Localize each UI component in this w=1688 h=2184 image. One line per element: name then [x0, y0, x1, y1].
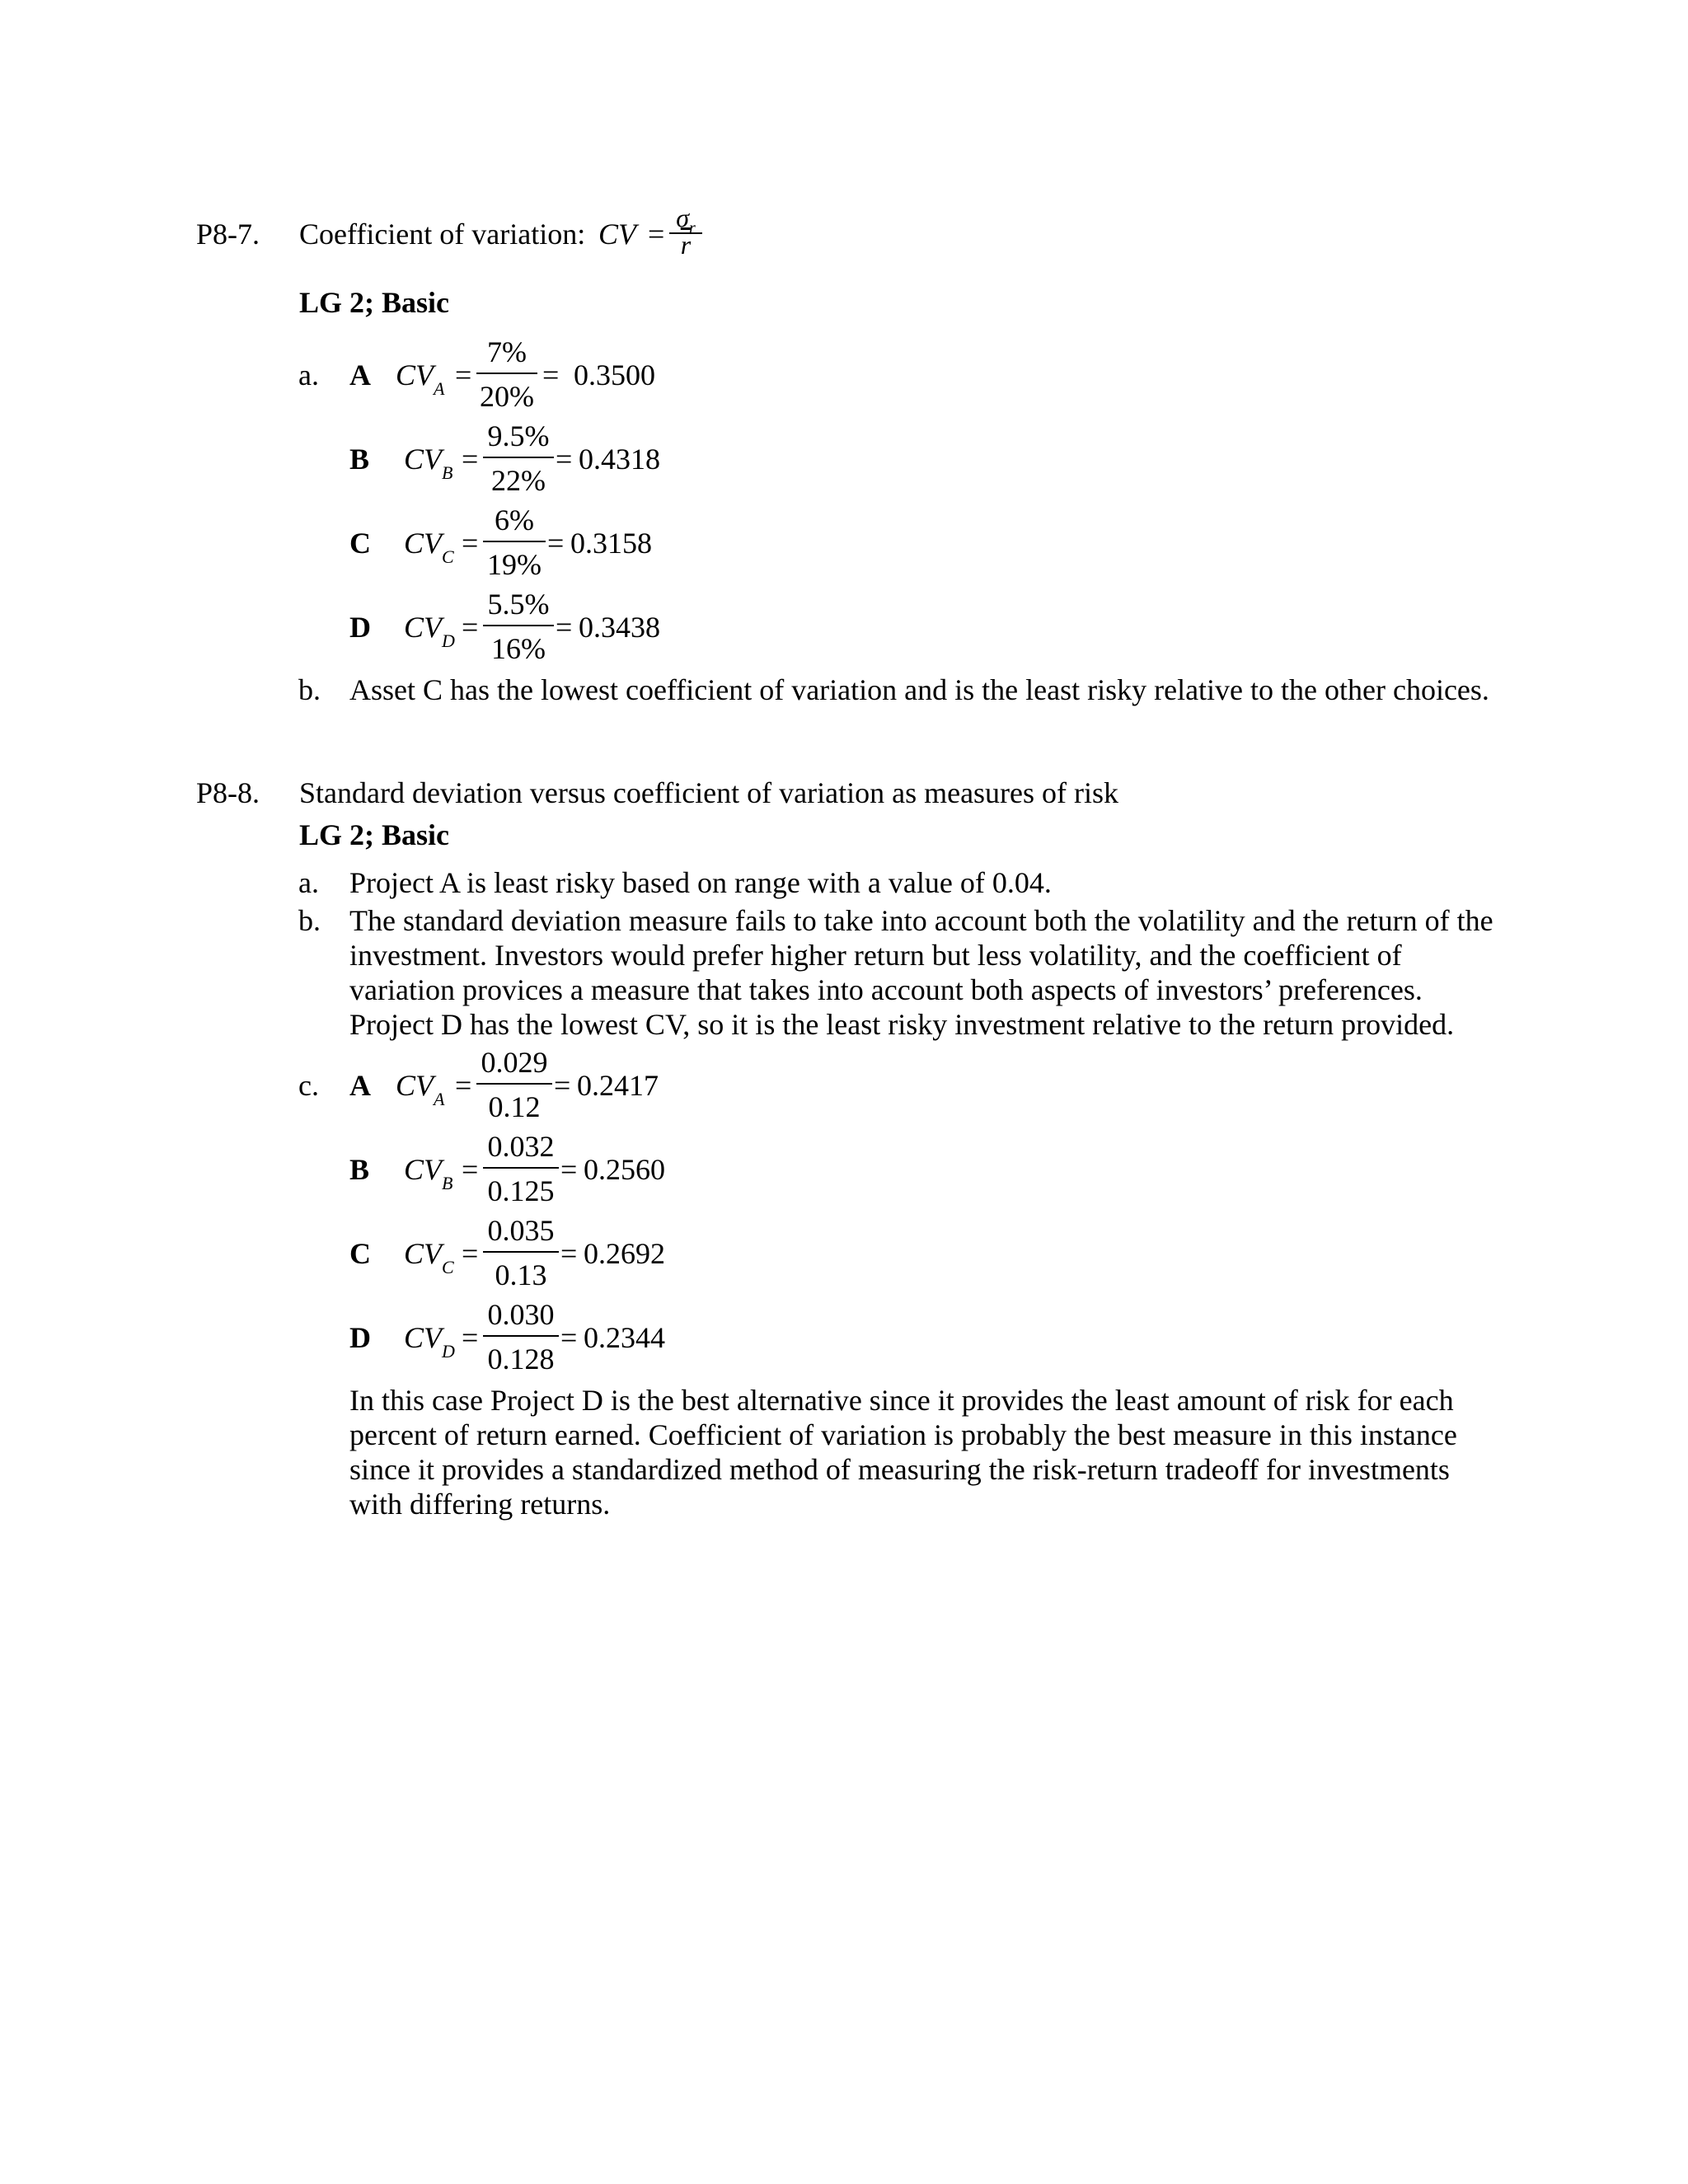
cv-symbol: $CV_C$: [404, 1237, 454, 1277]
equals-sign: =: [462, 443, 479, 476]
numerator: 0.032: [487, 1130, 555, 1163]
row-letter: D: [349, 611, 371, 644]
fraction: [483, 1213, 559, 1296]
fraction-bar: [476, 373, 537, 374]
problem-title-p8-8: Standard deviation versus coefficient of variation as measures of risk: [299, 776, 1119, 809]
cv-symbol: $CV_B$: [404, 1153, 453, 1193]
row-letter: D: [349, 1321, 371, 1354]
denominator: 16%: [491, 632, 546, 665]
result-value: 0.2344: [584, 1321, 665, 1354]
denominator: 0.125: [487, 1174, 555, 1207]
result-value: 0.3158: [570, 527, 652, 560]
equals-sign: =: [462, 1321, 479, 1354]
fraction: [483, 419, 554, 501]
equals-sign: =: [455, 359, 472, 391]
row-letter: B: [349, 443, 370, 476]
cv-symbol: $CV_A$: [396, 1069, 445, 1109]
equals-sign: =: [556, 611, 573, 644]
conclusion-text-p8-8: In this case Project D is the best alternative since it provides the least amount of risk for each percent of return earned. Coefficient of variation is probably the best measure in this instance since it provides a standardized method of measuring the risk-return tradeoff for investments with differing returns.: [349, 1384, 1457, 1521]
problem-number-p8-7: P8-7.: [196, 218, 260, 251]
equals-sign: =: [462, 1237, 479, 1270]
equals-sign: =: [556, 443, 573, 476]
formula-fraction: [669, 203, 702, 260]
result-value: 0.3438: [579, 611, 660, 644]
cv-symbol: $CV_D$: [404, 611, 455, 651]
result-value: 0.2692: [584, 1237, 665, 1270]
formula-denominator: r: [680, 230, 692, 260]
fraction-bar: [483, 457, 554, 458]
equals-sign: =: [547, 527, 565, 560]
equals-sign: =: [542, 359, 560, 391]
row-letter: B: [349, 1153, 370, 1186]
cv-symbol: $CV_D$: [404, 1321, 455, 1361]
numerator: 0.030: [487, 1298, 555, 1331]
part-b-text-p8-7: Asset C has the lowest coefficient of variation and is the least risky relative to the other choices.: [349, 673, 1489, 706]
problem-number-p8-8: P8-8.: [196, 776, 260, 809]
equals-sign: =: [560, 1321, 578, 1354]
row-letter: C: [349, 1237, 371, 1270]
part-c-label-p8-8: c.: [298, 1069, 319, 1102]
result-value: 0.2417: [577, 1069, 659, 1102]
numerator: 0.029: [481, 1046, 548, 1079]
lg-label-p8-8: LG 2; Basic: [299, 818, 450, 851]
part-a-label-p8-8: a.: [298, 866, 319, 899]
denominator: 0.128: [487, 1343, 555, 1376]
fraction-bar: [483, 541, 546, 542]
equals-sign: =: [560, 1237, 578, 1270]
equals-sign: =: [462, 611, 479, 644]
problem-title-p8-7: Coefficient of variation:: [299, 218, 586, 251]
numerator: 5.5%: [487, 588, 550, 621]
part-b-text-p8-8: The standard deviation measure fails to take into account both the volatility and the return of the investment. Investors would prefer higher return but less volatility, and the coefficient of variation provices a measure that takes into account both aspects of investors’ preferences. Project D has the lowest CV, so it is the least risky investment relative to the return provided.: [349, 904, 1493, 1041]
row-letter: A: [349, 359, 371, 391]
fraction: [476, 335, 537, 417]
fraction-bar: [483, 1335, 559, 1337]
fraction: [483, 1297, 559, 1380]
equals-sign: =: [462, 1153, 479, 1186]
cv-symbol: $CV_C$: [404, 527, 454, 567]
fraction-bar: [483, 1167, 559, 1169]
part-a-text-p8-8: Project A is least risky based on range with a value of 0.04.: [349, 866, 1052, 899]
formula-equals: =: [648, 218, 665, 251]
part-b-label-p8-7: b.: [298, 673, 321, 706]
row-letter: C: [349, 527, 371, 560]
equals-sign: =: [560, 1153, 578, 1186]
denominator: 20%: [480, 380, 534, 413]
denominator: 22%: [491, 464, 546, 497]
fraction-bar: [476, 1083, 552, 1085]
fraction: [476, 1045, 552, 1127]
fraction: [483, 587, 554, 669]
numerator: 0.035: [487, 1214, 555, 1247]
part-b-label-p8-8: b.: [298, 904, 321, 937]
result-value: 0.2560: [584, 1153, 665, 1186]
denominator: 0.12: [488, 1090, 541, 1123]
numerator: 7%: [487, 335, 527, 368]
denominator: 0.13: [495, 1258, 547, 1291]
fraction-bar: [483, 1251, 559, 1253]
result-value: 0.3500: [574, 359, 655, 391]
part-a-label-p8-7: a.: [298, 359, 319, 391]
cv-symbol: $CV_A$: [396, 359, 445, 399]
equals-sign: =: [455, 1069, 472, 1102]
fraction: [483, 1129, 559, 1212]
lg-label-p8-7: LG 2; Basic: [299, 286, 450, 319]
numerator: 6%: [495, 504, 534, 537]
fraction-bar: [483, 625, 554, 626]
row-letter: A: [349, 1069, 371, 1102]
numerator: 9.5%: [487, 419, 550, 452]
formula-lhs: CV: [598, 218, 637, 251]
result-value: 0.4318: [579, 443, 660, 476]
fraction: [483, 503, 546, 585]
cv-symbol: $CV_B$: [404, 443, 453, 483]
equals-sign: =: [462, 527, 479, 560]
formula-numerator: $\sigma_r$: [676, 203, 696, 237]
denominator: 19%: [487, 548, 542, 581]
equals-sign: =: [554, 1069, 571, 1102]
